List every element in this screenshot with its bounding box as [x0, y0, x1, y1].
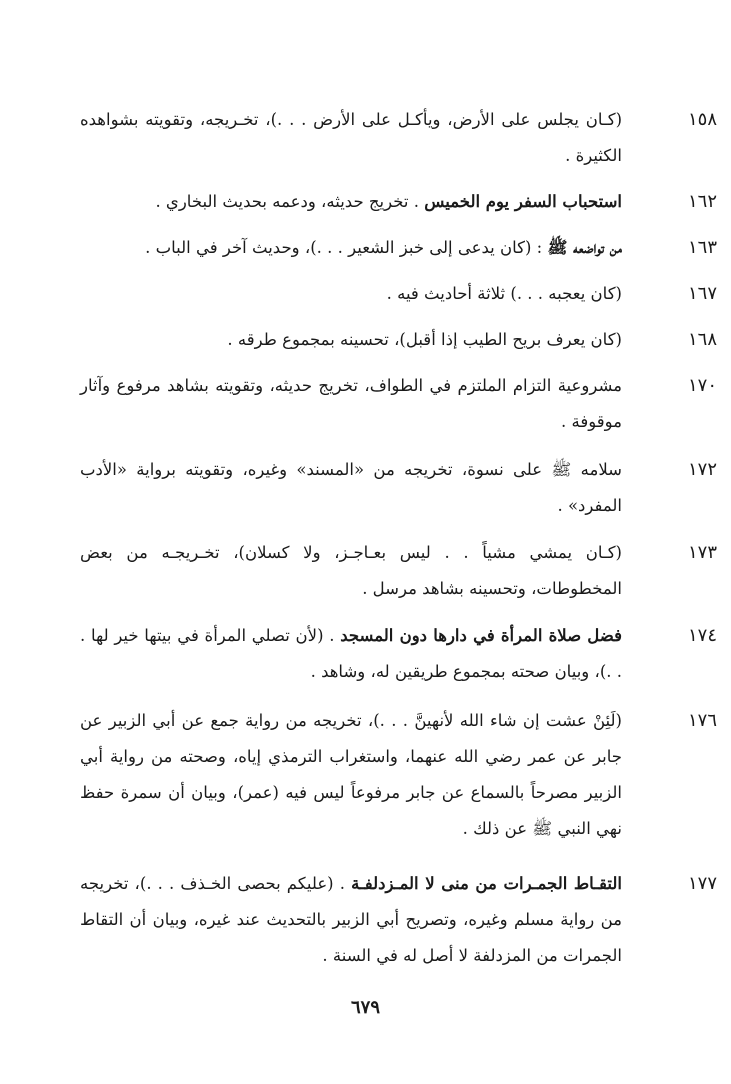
entry-page-ref: ١٧٧ [687, 873, 717, 894]
entry-description: . تخريج حديثه، ودعمه بحديث البخاري . [155, 192, 419, 211]
entry-page-ref: ١٦٧ [687, 283, 717, 304]
entry-description: مشروعية التزام الملتزم في الطواف، تخريج حديثه، وتقويته بشاهد مرفوع وآثار موقوفة . [80, 376, 622, 431]
entry-description: (كان يعجبه . . .) ثلاثة أحاديث فيه . [386, 284, 622, 303]
entry-text [80, 535, 622, 607]
entry-heading: التقـاط الجمـرات من منى لا المـزدلفـة [351, 874, 622, 893]
entry-heading: استحباب السفر يوم الخميس [424, 192, 622, 211]
entry-page-ref: ١٧٦ [687, 710, 717, 731]
entry-description: . (عليكم بحصى الخـذف . . .)، تخريجه من رواية مسلم وغيره، وتصريح أبي الزبير بالتحديث عند غيره، وبيان أن التقاط الجمرات من المزدلفة لا أصل له في السنة . [80, 874, 622, 965]
entry-page-ref: ١٧٤ [687, 625, 717, 646]
entry-description: سلامه ﷺ على نسوة، تخريجه من «المسند» وغيره، وتقويته برواية «الأدب المفرد» . [80, 460, 622, 515]
entry-page-ref: ١٧٢ [687, 459, 717, 480]
entry-description: (لَئِنْ عشت إن شاء الله لأنهينَّ . . .)، تخريجه من رواية جمع عن أبي الزبير عن جابر عن عمر رضي الله عنهما، واستغراب الترمذي إياه، وصحته من رواية أبي الزبير مصرحاً بالسماع عن جابر مرفوعاً ليس فيه (عمر)، وبيان أن سمرة حفظ نهي النبي ﷺ عن ذلك . [80, 711, 622, 838]
page-number: ٦٧٩ [350, 997, 380, 1018]
entry-description: . (لأن تصلي المرأة في بيتها خير لها . . .)، وبيان صحته بمجموع طريقين له، وشاهد . [80, 626, 622, 681]
entry-page-ref: ١٦٣ [687, 237, 717, 258]
entry-text [80, 184, 622, 220]
entry-page-ref: ١٦٨ [687, 329, 717, 350]
entry-text [80, 452, 622, 524]
entry-text [80, 703, 622, 847]
entry-description: : (كان يدعى إلى خبز الشعير . . .)، وحديث آخر في الباب . [145, 238, 543, 257]
entry-page-ref: ١٥٨ [687, 109, 717, 130]
entry-text [80, 230, 622, 266]
entry-text [80, 618, 622, 690]
entry-heading: فضل صلاة المرأة في دارها دون المسجد [340, 626, 623, 645]
entry-description: (كـان يمشي مشياً . . ليس بعـاجـز، ولا كسلان)، تخـريجـه من بعض المخطوطات، وتحسينه بشاهد مرسل . [80, 543, 622, 598]
entry-description: (كـان يجلس على الأرض، ويأكـل على الأرض . . .)، تخـريجه، وتقويته بشواهده الكثيرة . [80, 110, 622, 165]
entry-text [80, 866, 622, 974]
entry-text [80, 276, 622, 312]
entry-page-ref: ١٧٣ [687, 542, 717, 563]
entry-text [80, 102, 622, 174]
entry-text [80, 322, 622, 358]
entry-heading: من تواضعه ﷺ [547, 238, 622, 257]
entry-description: (كان يعرف بريح الطيب إذا أقبل)، تحسينه بمجموع طرقه . [227, 330, 622, 349]
entry-page-ref: ١٧٠ [687, 375, 717, 396]
entry-text [80, 368, 622, 440]
entry-page-ref: ١٦٢ [687, 191, 717, 212]
